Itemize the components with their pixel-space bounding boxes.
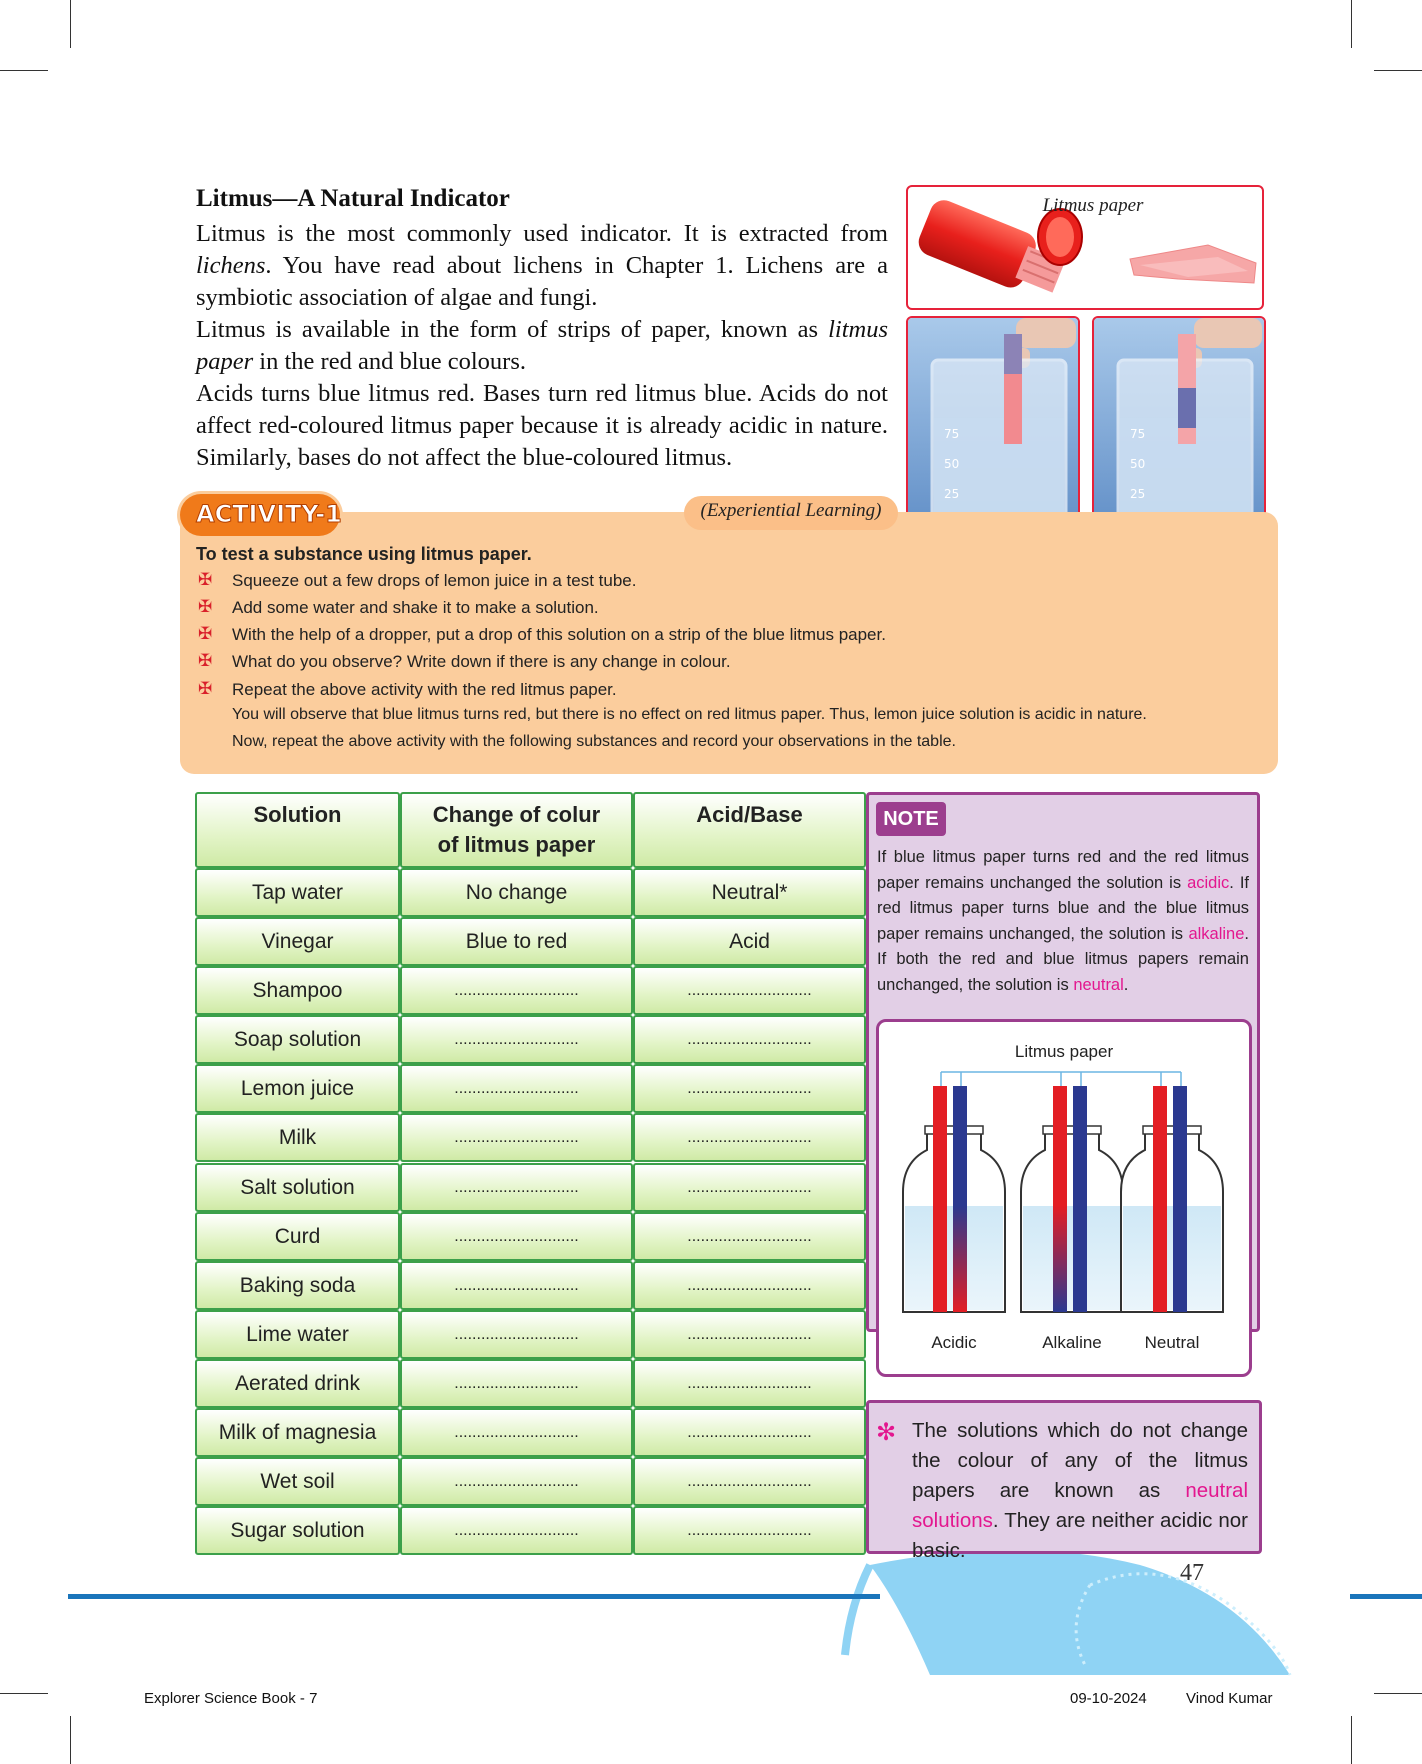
activity-aim: To test a substance using litmus paper. <box>196 544 532 564</box>
paragraph-1 <box>196 218 888 314</box>
activity-title: ACTIVITY-1 <box>196 500 342 528</box>
table-cell-colour-change[interactable]: ............................ <box>400 1212 633 1261</box>
bullet-icon: ✠ <box>198 570 213 589</box>
table-cell-acid-base[interactable]: ............................ <box>633 1212 866 1261</box>
table-cell-solution: Baking soda <box>195 1261 400 1310</box>
activity-conclusion: You will observe that blue litmus turns red, but there is no effect on red litmus paper. Thus, lemon juice solution is acidic in nature. <box>232 706 1147 723</box>
para1-text-a: Litmus is the most commonly used indicator. It is extracted from <box>196 220 888 247</box>
table-cell-acid-base[interactable]: Acid <box>633 917 866 966</box>
table-cell-colour-change[interactable]: ............................ <box>400 1163 633 1212</box>
note-term-alkaline: alkaline <box>1188 924 1245 943</box>
bullet-icon: ✠ <box>198 651 213 670</box>
tip-text-2: . They are neither acidic nor basic. <box>912 1509 1248 1562</box>
table-cell-colour-change[interactable]: ............................ <box>400 1015 633 1064</box>
note-text-1: If blue litmus paper turns red and the red litmus paper remains unchanged the solution is <box>877 848 1249 892</box>
table-cell-solution: Milk <box>195 1113 400 1162</box>
beaker-mark-25: 25 <box>1130 487 1146 501</box>
footer-date: 09-10-2024 <box>1070 1690 1147 1707</box>
table-cell-acid-base[interactable]: ............................ <box>633 1261 866 1310</box>
table-cell-solution: Shampoo <box>195 966 400 1015</box>
page-number: 47 <box>1180 1560 1204 1586</box>
table-cell-colour-change[interactable]: ............................ <box>400 1506 633 1555</box>
neutral-tip-text <box>912 1416 1248 1566</box>
table-cell-colour-change[interactable]: Blue to red <box>400 917 633 966</box>
tip-text-1: The solutions which do not change the colour of any of the litmus papers are known as <box>912 1419 1248 1502</box>
litmus-paper-photo <box>906 185 1264 310</box>
para1-text-b: . You have read about lichens in Chapter 1. Lichens are a symbiotic association of algae and fungi. <box>196 252 888 311</box>
bottom-rule-left <box>68 1594 880 1599</box>
table-cell-colour-change[interactable]: ............................ <box>400 1457 633 1506</box>
diagram-label-acidic: Acidic <box>931 1333 977 1352</box>
table-cell-solution: Sugar solution <box>195 1506 400 1555</box>
decorative-wave <box>830 1545 1390 1685</box>
diagram-title: Litmus paper <box>1014 1042 1114 1061</box>
beaker-mark-25: 25 <box>944 487 960 501</box>
table-cell-acid-base[interactable]: ............................ <box>633 1163 866 1212</box>
activity-step-1: Squeeze out a few drops of lemon juice in a test tube. <box>232 571 637 590</box>
table-cell-colour-change[interactable]: ............................ <box>400 1408 633 1457</box>
table-cell-colour-change[interactable]: ............................ <box>400 1310 633 1359</box>
bottom-rule-right <box>1350 1594 1422 1599</box>
table-cell-colour-change[interactable]: ............................ <box>400 1261 633 1310</box>
table-cell-colour-change[interactable]: ............................ <box>400 1359 633 1408</box>
table-cell-acid-base[interactable]: ............................ <box>633 1457 866 1506</box>
activity-step-5: Repeat the above activity with the red litmus paper. <box>232 680 617 699</box>
note-term-neutral: neutral <box>1073 975 1124 994</box>
beaker-mark-75: 75 <box>1130 427 1146 441</box>
para2-text-a: Litmus is available in the form of strips of paper, known as <box>196 316 819 343</box>
note-text <box>877 845 1249 998</box>
table-cell-colour-change[interactable]: No change <box>400 868 633 917</box>
table-header-colour-change: Change of colur of litmus paper <box>400 792 633 868</box>
beaker-mark-50: 50 <box>944 457 960 471</box>
activity-step-4: What do you observe? Write down if there is any change in colour. <box>232 652 731 671</box>
para2-term-litmus-paper: litmus paper <box>196 316 888 375</box>
activity-step-2: Add some water and shake it to make a solution. <box>232 598 599 617</box>
tip-term-neutral-solutions: neutral solutions <box>912 1479 1248 1532</box>
star-icon: ✻ <box>876 1419 897 1446</box>
table-cell-solution: Lemon juice <box>195 1064 400 1113</box>
paragraph-3: Acids turns blue litmus red. Bases turn red litmus blue. Acids do not affect red-coloured litmus paper because it is already acidic in nature. Similarly, bases do not affect the blue-coloured litmus. <box>196 380 888 471</box>
litmus-bottles-illustration <box>879 1022 1249 1374</box>
beaker-mark-75: 75 <box>944 427 960 441</box>
table-cell-solution: Aerated drink <box>195 1359 400 1408</box>
table-cell-colour-change[interactable]: ............................ <box>400 1113 633 1162</box>
experiential-tag-label: (Experiential Learning) <box>700 500 882 521</box>
section-heading: Litmus—A Natural Indicator <box>196 185 510 212</box>
table-cell-acid-base[interactable]: ............................ <box>633 1113 866 1162</box>
table-cell-acid-base[interactable]: ............................ <box>633 1408 866 1457</box>
table-cell-acid-base[interactable]: Neutral* <box>633 868 866 917</box>
litmus-paper-caption: Litmus paper <box>1042 195 1144 216</box>
table-cell-colour-change[interactable]: ............................ <box>400 966 633 1015</box>
acid-beaker-illustration <box>908 318 1078 538</box>
table-header-solution: Solution <box>195 792 400 868</box>
table-cell-solution: Tap water <box>195 868 400 917</box>
footer-book-title: Explorer Science Book - 7 <box>144 1690 318 1707</box>
litmus-diagram <box>876 1019 1252 1377</box>
note-term-acidic: acidic <box>1187 873 1230 892</box>
bullet-icon: ✠ <box>198 679 213 698</box>
table-cell-solution: Soap solution <box>195 1015 400 1064</box>
activity-step-3: With the help of a dropper, put a drop of this solution on a strip of the blue litmus paper. <box>232 625 886 644</box>
note-text-4: . <box>1123 975 1129 994</box>
table-cell-colour-change[interactable]: ............................ <box>400 1064 633 1113</box>
table-cell-solution: Curd <box>195 1212 400 1261</box>
table-cell-solution: Lime water <box>195 1310 400 1359</box>
diagram-label-neutral: Neutral <box>1144 1333 1200 1352</box>
diagram-label-alkaline: Alkaline <box>1042 1333 1102 1352</box>
table-cell-acid-base[interactable]: ............................ <box>633 1506 866 1555</box>
note-badge: NOTE <box>876 802 946 836</box>
activity-instruction: Now, repeat the above activity with the following substances and record your observations in the table. <box>232 733 956 750</box>
footer-author: Vinod Kumar <box>1186 1690 1273 1707</box>
bullet-icon: ✠ <box>198 597 213 616</box>
base-beaker-illustration <box>1094 318 1264 538</box>
table-cell-acid-base[interactable]: ............................ <box>633 966 866 1015</box>
note-text-2: . If red litmus paper turns blue and the blue litmus paper remains unchanged, the solution is <box>877 873 1249 943</box>
table-header-acid-base: Acid/Base <box>633 792 866 868</box>
para2-text-b: in the red and blue colours. <box>259 348 526 375</box>
table-cell-solution: Vinegar <box>195 917 400 966</box>
beaker-mark-50: 50 <box>1130 457 1146 471</box>
paragraph-2 <box>196 314 888 378</box>
table-cell-solution: Salt solution <box>195 1163 400 1212</box>
table-cell-solution: Wet soil <box>195 1457 400 1506</box>
table-cell-acid-base[interactable]: ............................ <box>633 1015 866 1064</box>
table-cell-acid-base[interactable]: ............................ <box>633 1064 866 1113</box>
bullet-icon: ✠ <box>198 624 213 643</box>
table-cell-acid-base[interactable]: ............................ <box>633 1310 866 1359</box>
note-text-3: . If both the red and blue litmus papers remain unchanged, the solution is <box>877 924 1249 994</box>
table-cell-acid-base[interactable]: ............................ <box>633 1359 866 1408</box>
para1-term-lichens: lichens <box>196 252 266 279</box>
table-cell-solution: Milk of magnesia <box>195 1408 400 1457</box>
